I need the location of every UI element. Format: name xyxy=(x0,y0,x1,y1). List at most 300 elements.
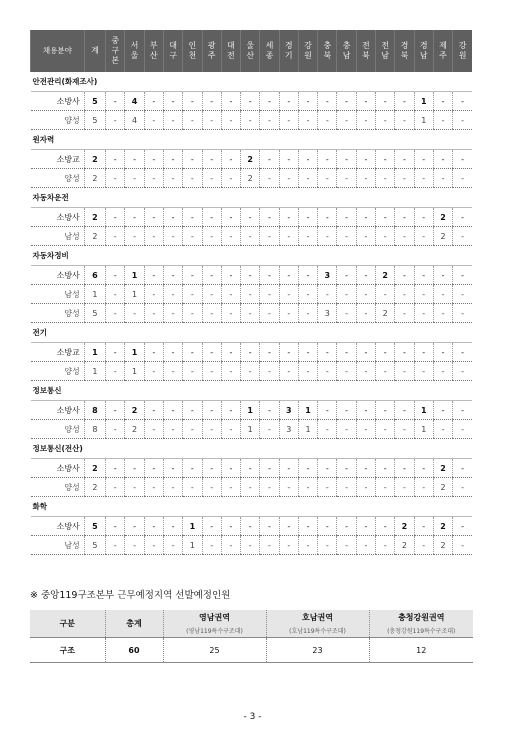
row-label: 양성 xyxy=(31,304,85,323)
row-label: 소방사 xyxy=(31,208,85,227)
section-title-row xyxy=(31,497,473,517)
table-cell: 1 xyxy=(125,285,144,304)
table-cell: - xyxy=(260,150,279,169)
section-title: 정보통신(전산) xyxy=(31,439,473,459)
table-cell: 2 xyxy=(84,208,105,227)
table-cell: - xyxy=(453,478,472,497)
table-cell: 2 xyxy=(433,536,452,555)
allocation-header-title: 영남권역 xyxy=(199,613,230,622)
table-cell: 2 xyxy=(433,227,452,246)
table-cell: - xyxy=(337,208,356,227)
header-region: 충북 xyxy=(318,30,337,72)
table-cell: 3 xyxy=(279,420,298,439)
table-cell: - xyxy=(318,459,337,478)
table-cell: 2 xyxy=(84,227,105,246)
table-cell: - xyxy=(241,285,260,304)
table-cell: - xyxy=(414,169,433,188)
table-cell: - xyxy=(202,362,221,381)
table-row xyxy=(31,343,473,362)
table-cell: - xyxy=(298,169,317,188)
table-cell: - xyxy=(202,208,221,227)
table-cell: 2 xyxy=(84,459,105,478)
table-cell: - xyxy=(202,517,221,536)
table-cell: - xyxy=(183,150,202,169)
table-cell: 2 xyxy=(376,266,395,285)
table-cell: - xyxy=(221,169,240,188)
table-cell: - xyxy=(241,517,260,536)
table-cell: - xyxy=(433,304,452,323)
table-cell: - xyxy=(318,478,337,497)
table-cell: - xyxy=(241,208,260,227)
table-cell: - xyxy=(376,401,395,420)
row-label: 소방사 xyxy=(31,517,85,536)
table-cell: 6 xyxy=(84,266,105,285)
table-cell: - xyxy=(414,536,433,555)
table-row xyxy=(31,150,473,169)
table-cell: - xyxy=(144,420,163,439)
table-cell: - xyxy=(260,285,279,304)
table-cell: 1 xyxy=(84,343,105,362)
section-title: 자동차운전 xyxy=(31,188,473,208)
table-cell: - xyxy=(144,227,163,246)
table-cell: - xyxy=(433,401,452,420)
table-cell: - xyxy=(453,517,472,536)
table-cell: - xyxy=(337,420,356,439)
table-cell: - xyxy=(163,227,182,246)
page-number: - 3 - xyxy=(243,712,262,722)
table-cell: - xyxy=(125,169,144,188)
table-cell: - xyxy=(144,478,163,497)
header-region: 계 xyxy=(84,30,105,72)
table-cell: - xyxy=(241,304,260,323)
table-cell: - xyxy=(395,266,414,285)
table-cell: - xyxy=(433,150,452,169)
table-cell: - xyxy=(298,227,317,246)
table-cell: - xyxy=(183,304,202,323)
table-cell: - xyxy=(106,459,125,478)
table-cell: - xyxy=(183,208,202,227)
table-cell: - xyxy=(144,536,163,555)
table-cell: - xyxy=(221,150,240,169)
table-cell: - xyxy=(433,362,452,381)
table-cell: - xyxy=(298,92,317,111)
table-cell: - xyxy=(221,227,240,246)
table-cell: - xyxy=(183,343,202,362)
table-cell: - xyxy=(279,343,298,362)
table-cell: - xyxy=(163,401,182,420)
table-cell: 5 xyxy=(84,111,105,130)
table-cell: - xyxy=(298,362,317,381)
table-cell: - xyxy=(453,536,472,555)
table-cell: 2 xyxy=(84,169,105,188)
table-cell: - xyxy=(298,208,317,227)
table-cell: - xyxy=(163,343,182,362)
table-cell: - xyxy=(356,111,375,130)
table-cell: - xyxy=(337,169,356,188)
table-cell: - xyxy=(260,478,279,497)
table-cell: - xyxy=(241,92,260,111)
table-cell: - xyxy=(202,304,221,323)
table-cell: - xyxy=(318,343,337,362)
row-label: 소방사 xyxy=(31,92,85,111)
header-region: 광주 xyxy=(202,30,221,72)
table-cell: - xyxy=(356,208,375,227)
table-cell: - xyxy=(106,420,125,439)
table-cell: - xyxy=(106,478,125,497)
table-cell: - xyxy=(183,401,202,420)
table-cell: - xyxy=(260,362,279,381)
header-region: 부산 xyxy=(144,30,163,72)
allocation-header-sub: (영남119특수구조대) xyxy=(186,628,243,635)
table-cell: - xyxy=(144,266,163,285)
table-cell: - xyxy=(453,285,472,304)
table-cell: - xyxy=(260,227,279,246)
table-cell: - xyxy=(279,169,298,188)
table-cell: - xyxy=(376,111,395,130)
table-cell: - xyxy=(202,343,221,362)
table-cell: - xyxy=(356,420,375,439)
table-cell: - xyxy=(106,266,125,285)
table-cell: - xyxy=(395,285,414,304)
table-cell: - xyxy=(106,111,125,130)
table-cell: - xyxy=(298,111,317,130)
table-cell: - xyxy=(241,227,260,246)
table-cell: - xyxy=(395,169,414,188)
table-cell: 1 xyxy=(84,285,105,304)
row-label: 양성 xyxy=(31,111,85,130)
table-cell: 1 xyxy=(183,536,202,555)
table-cell: - xyxy=(337,459,356,478)
table-cell: - xyxy=(414,517,433,536)
table-cell: - xyxy=(337,227,356,246)
table-cell: - xyxy=(144,362,163,381)
table-cell: 1 xyxy=(183,517,202,536)
table-cell: - xyxy=(183,227,202,246)
table-cell: - xyxy=(453,92,472,111)
table-cell: - xyxy=(260,208,279,227)
table-cell: - xyxy=(376,478,395,497)
table-cell: - xyxy=(202,266,221,285)
table-cell: - xyxy=(221,111,240,130)
table-cell: - xyxy=(221,362,240,381)
table-cell: 2 xyxy=(395,536,414,555)
table-cell: 2 xyxy=(241,150,260,169)
table-cell: - xyxy=(395,420,414,439)
table-cell: - xyxy=(144,304,163,323)
table-cell: - xyxy=(395,92,414,111)
table-cell: - xyxy=(163,420,182,439)
table-row xyxy=(31,478,473,497)
table-cell: - xyxy=(221,208,240,227)
table-cell: - xyxy=(395,208,414,227)
table-cell: - xyxy=(144,92,163,111)
table-cell: - xyxy=(202,111,221,130)
table-cell: - xyxy=(376,227,395,246)
table-cell: - xyxy=(163,150,182,169)
table-row xyxy=(31,401,473,420)
table-cell: - xyxy=(106,401,125,420)
table-cell: - xyxy=(183,92,202,111)
header-region: 경북 xyxy=(395,30,414,72)
table-cell: - xyxy=(453,420,472,439)
allocation-header-title: 총계 xyxy=(126,619,142,628)
table-cell: - xyxy=(125,304,144,323)
table-cell: 2 xyxy=(395,517,414,536)
table-cell: - xyxy=(318,227,337,246)
table-cell: - xyxy=(125,150,144,169)
table-cell: 1 xyxy=(298,401,317,420)
table-cell: - xyxy=(106,208,125,227)
table-cell: - xyxy=(356,92,375,111)
row-label: 소방사 xyxy=(31,459,85,478)
allocation-cell: 구조 xyxy=(30,638,105,663)
header-region: 경기 xyxy=(279,30,298,72)
section-title-row xyxy=(31,188,473,208)
table-cell: - xyxy=(106,343,125,362)
section-title-row xyxy=(31,72,473,92)
rescue-allocation-table xyxy=(30,610,473,663)
table-cell: - xyxy=(433,420,452,439)
table-cell: 2 xyxy=(376,304,395,323)
allocation-header xyxy=(163,610,266,638)
allocation-cell: 60 xyxy=(105,638,163,663)
table-cell: - xyxy=(395,111,414,130)
table-cell: - xyxy=(376,517,395,536)
table-cell: 2 xyxy=(433,459,452,478)
table-cell: - xyxy=(356,150,375,169)
table-cell: 4 xyxy=(125,111,144,130)
row-label: 양성 xyxy=(31,478,85,497)
table-cell: - xyxy=(395,401,414,420)
table-cell: - xyxy=(260,111,279,130)
table-cell: - xyxy=(183,362,202,381)
table-body xyxy=(31,72,473,555)
table-cell: 3 xyxy=(318,266,337,285)
table-cell: - xyxy=(221,517,240,536)
table-cell: - xyxy=(163,478,182,497)
table-cell: 2 xyxy=(241,169,260,188)
section-title-row xyxy=(31,130,473,150)
table-cell: - xyxy=(202,420,221,439)
table-cell: - xyxy=(106,517,125,536)
table-cell: - xyxy=(163,517,182,536)
table-cell: - xyxy=(414,285,433,304)
table-cell: 1 xyxy=(414,111,433,130)
table-cell: - xyxy=(395,150,414,169)
table-cell: - xyxy=(183,478,202,497)
table-cell: - xyxy=(298,150,317,169)
table-cell: - xyxy=(395,304,414,323)
table-cell: - xyxy=(376,536,395,555)
table-cell: - xyxy=(356,169,375,188)
table-cell: - xyxy=(125,227,144,246)
table-cell: 1 xyxy=(241,420,260,439)
table-cell: - xyxy=(414,304,433,323)
table-cell: - xyxy=(318,111,337,130)
allocation-row xyxy=(30,638,473,663)
table-cell: - xyxy=(221,92,240,111)
table-cell: - xyxy=(356,536,375,555)
table-cell: - xyxy=(125,536,144,555)
table-cell: - xyxy=(356,304,375,323)
table-cell: 1 xyxy=(125,266,144,285)
table-cell: - xyxy=(414,343,433,362)
header-region: 세종 xyxy=(260,30,279,72)
table-cell: - xyxy=(163,111,182,130)
table-row xyxy=(31,304,473,323)
table-cell: - xyxy=(279,111,298,130)
table-cell: - xyxy=(298,266,317,285)
section-title: 정보통신 xyxy=(31,381,473,401)
section-title-row xyxy=(31,439,473,459)
table-cell: - xyxy=(376,420,395,439)
table-cell: - xyxy=(221,343,240,362)
table-row xyxy=(31,266,473,285)
table-cell: - xyxy=(453,343,472,362)
table-cell: - xyxy=(125,478,144,497)
table-cell: - xyxy=(260,536,279,555)
table-cell: - xyxy=(202,285,221,304)
table-cell: - xyxy=(356,362,375,381)
table-cell: 2 xyxy=(433,208,452,227)
section-title: 자동차정비 xyxy=(31,246,473,266)
table-cell: - xyxy=(337,478,356,497)
table-cell: - xyxy=(376,169,395,188)
table-cell: 5 xyxy=(84,304,105,323)
section-title: 원자력 xyxy=(31,130,473,150)
allocation-header xyxy=(30,610,105,638)
table-cell: - xyxy=(318,169,337,188)
table-cell: 2 xyxy=(84,478,105,497)
table-cell: - xyxy=(318,150,337,169)
allocation-header xyxy=(105,610,163,638)
table-cell: - xyxy=(163,169,182,188)
header-region: 울산 xyxy=(241,30,260,72)
header-region: 대전 xyxy=(221,30,240,72)
table-cell: 1 xyxy=(298,420,317,439)
table-cell: - xyxy=(183,169,202,188)
table-cell: - xyxy=(453,401,472,420)
table-cell: - xyxy=(221,401,240,420)
row-label: 남성 xyxy=(31,536,85,555)
table-cell: - xyxy=(106,150,125,169)
table-cell: - xyxy=(163,459,182,478)
table-cell: - xyxy=(144,150,163,169)
table-cell: - xyxy=(163,92,182,111)
table-cell: - xyxy=(453,208,472,227)
table-cell: - xyxy=(163,304,182,323)
allocation-cell: 23 xyxy=(266,638,369,663)
row-label: 남성 xyxy=(31,285,85,304)
table-cell: - xyxy=(221,536,240,555)
section-title: 안전관리(화재조사) xyxy=(31,72,473,92)
table-cell: - xyxy=(318,92,337,111)
table-cell: - xyxy=(453,459,472,478)
allocation-header-row xyxy=(30,610,473,638)
table-cell: - xyxy=(144,517,163,536)
table-cell: - xyxy=(241,111,260,130)
allocation-cell: 12 xyxy=(369,638,473,663)
section-title-row xyxy=(31,381,473,401)
table-cell: - xyxy=(376,362,395,381)
table-cell: - xyxy=(337,343,356,362)
table-cell: - xyxy=(356,478,375,497)
table-cell: - xyxy=(279,92,298,111)
table-cell: 3 xyxy=(318,304,337,323)
table-cell: 2 xyxy=(125,401,144,420)
section-note: ※ 중앙119구조본부 근무예정지역 선발예정인원 xyxy=(30,590,231,601)
table-cell: - xyxy=(221,285,240,304)
table-cell: - xyxy=(414,150,433,169)
table-cell: - xyxy=(395,459,414,478)
header-region: 강원 xyxy=(298,30,317,72)
table-header-row xyxy=(31,30,473,72)
table-cell: 1 xyxy=(84,362,105,381)
table-cell: - xyxy=(163,362,182,381)
table-cell: - xyxy=(337,304,356,323)
header-region: 강원 xyxy=(453,30,472,72)
table-cell: - xyxy=(356,266,375,285)
table-cell: 2 xyxy=(84,150,105,169)
table-row xyxy=(31,227,473,246)
header-region: 충남 xyxy=(337,30,356,72)
allocation-header-title: 충청강원권역 xyxy=(398,613,445,622)
table-cell: - xyxy=(318,420,337,439)
table-row xyxy=(31,517,473,536)
table-row xyxy=(31,536,473,555)
table-cell: 1 xyxy=(414,401,433,420)
table-cell: - xyxy=(376,285,395,304)
table-cell: - xyxy=(279,459,298,478)
table-cell: - xyxy=(356,343,375,362)
header-region: 제주 xyxy=(433,30,452,72)
table-cell: - xyxy=(241,459,260,478)
table-cell: - xyxy=(395,478,414,497)
table-cell: - xyxy=(414,227,433,246)
row-label: 소방교 xyxy=(31,343,85,362)
header-category: 채용분야 xyxy=(31,30,85,72)
table-cell: - xyxy=(279,478,298,497)
table-cell: - xyxy=(106,362,125,381)
section-title-row xyxy=(31,323,473,343)
table-cell: - xyxy=(106,169,125,188)
table-row xyxy=(31,420,473,439)
table-cell: - xyxy=(144,208,163,227)
table-cell: - xyxy=(298,517,317,536)
row-label: 양성 xyxy=(31,169,85,188)
table-row xyxy=(31,208,473,227)
table-cell: - xyxy=(106,285,125,304)
allocation-header xyxy=(369,610,473,638)
table-cell: - xyxy=(376,92,395,111)
table-cell: 2 xyxy=(125,420,144,439)
allocation-header-title: 구분 xyxy=(59,619,75,628)
row-label: 소방사 xyxy=(31,401,85,420)
table-cell: - xyxy=(125,517,144,536)
table-cell: 2 xyxy=(433,517,452,536)
table-row xyxy=(31,285,473,304)
table-cell: - xyxy=(260,401,279,420)
table-cell: - xyxy=(279,150,298,169)
table-cell: - xyxy=(337,536,356,555)
table-cell: - xyxy=(337,92,356,111)
table-cell: - xyxy=(337,517,356,536)
table-cell: - xyxy=(298,478,317,497)
table-cell: - xyxy=(453,266,472,285)
table-cell: - xyxy=(337,362,356,381)
table-cell: - xyxy=(125,459,144,478)
table-cell: - xyxy=(298,285,317,304)
